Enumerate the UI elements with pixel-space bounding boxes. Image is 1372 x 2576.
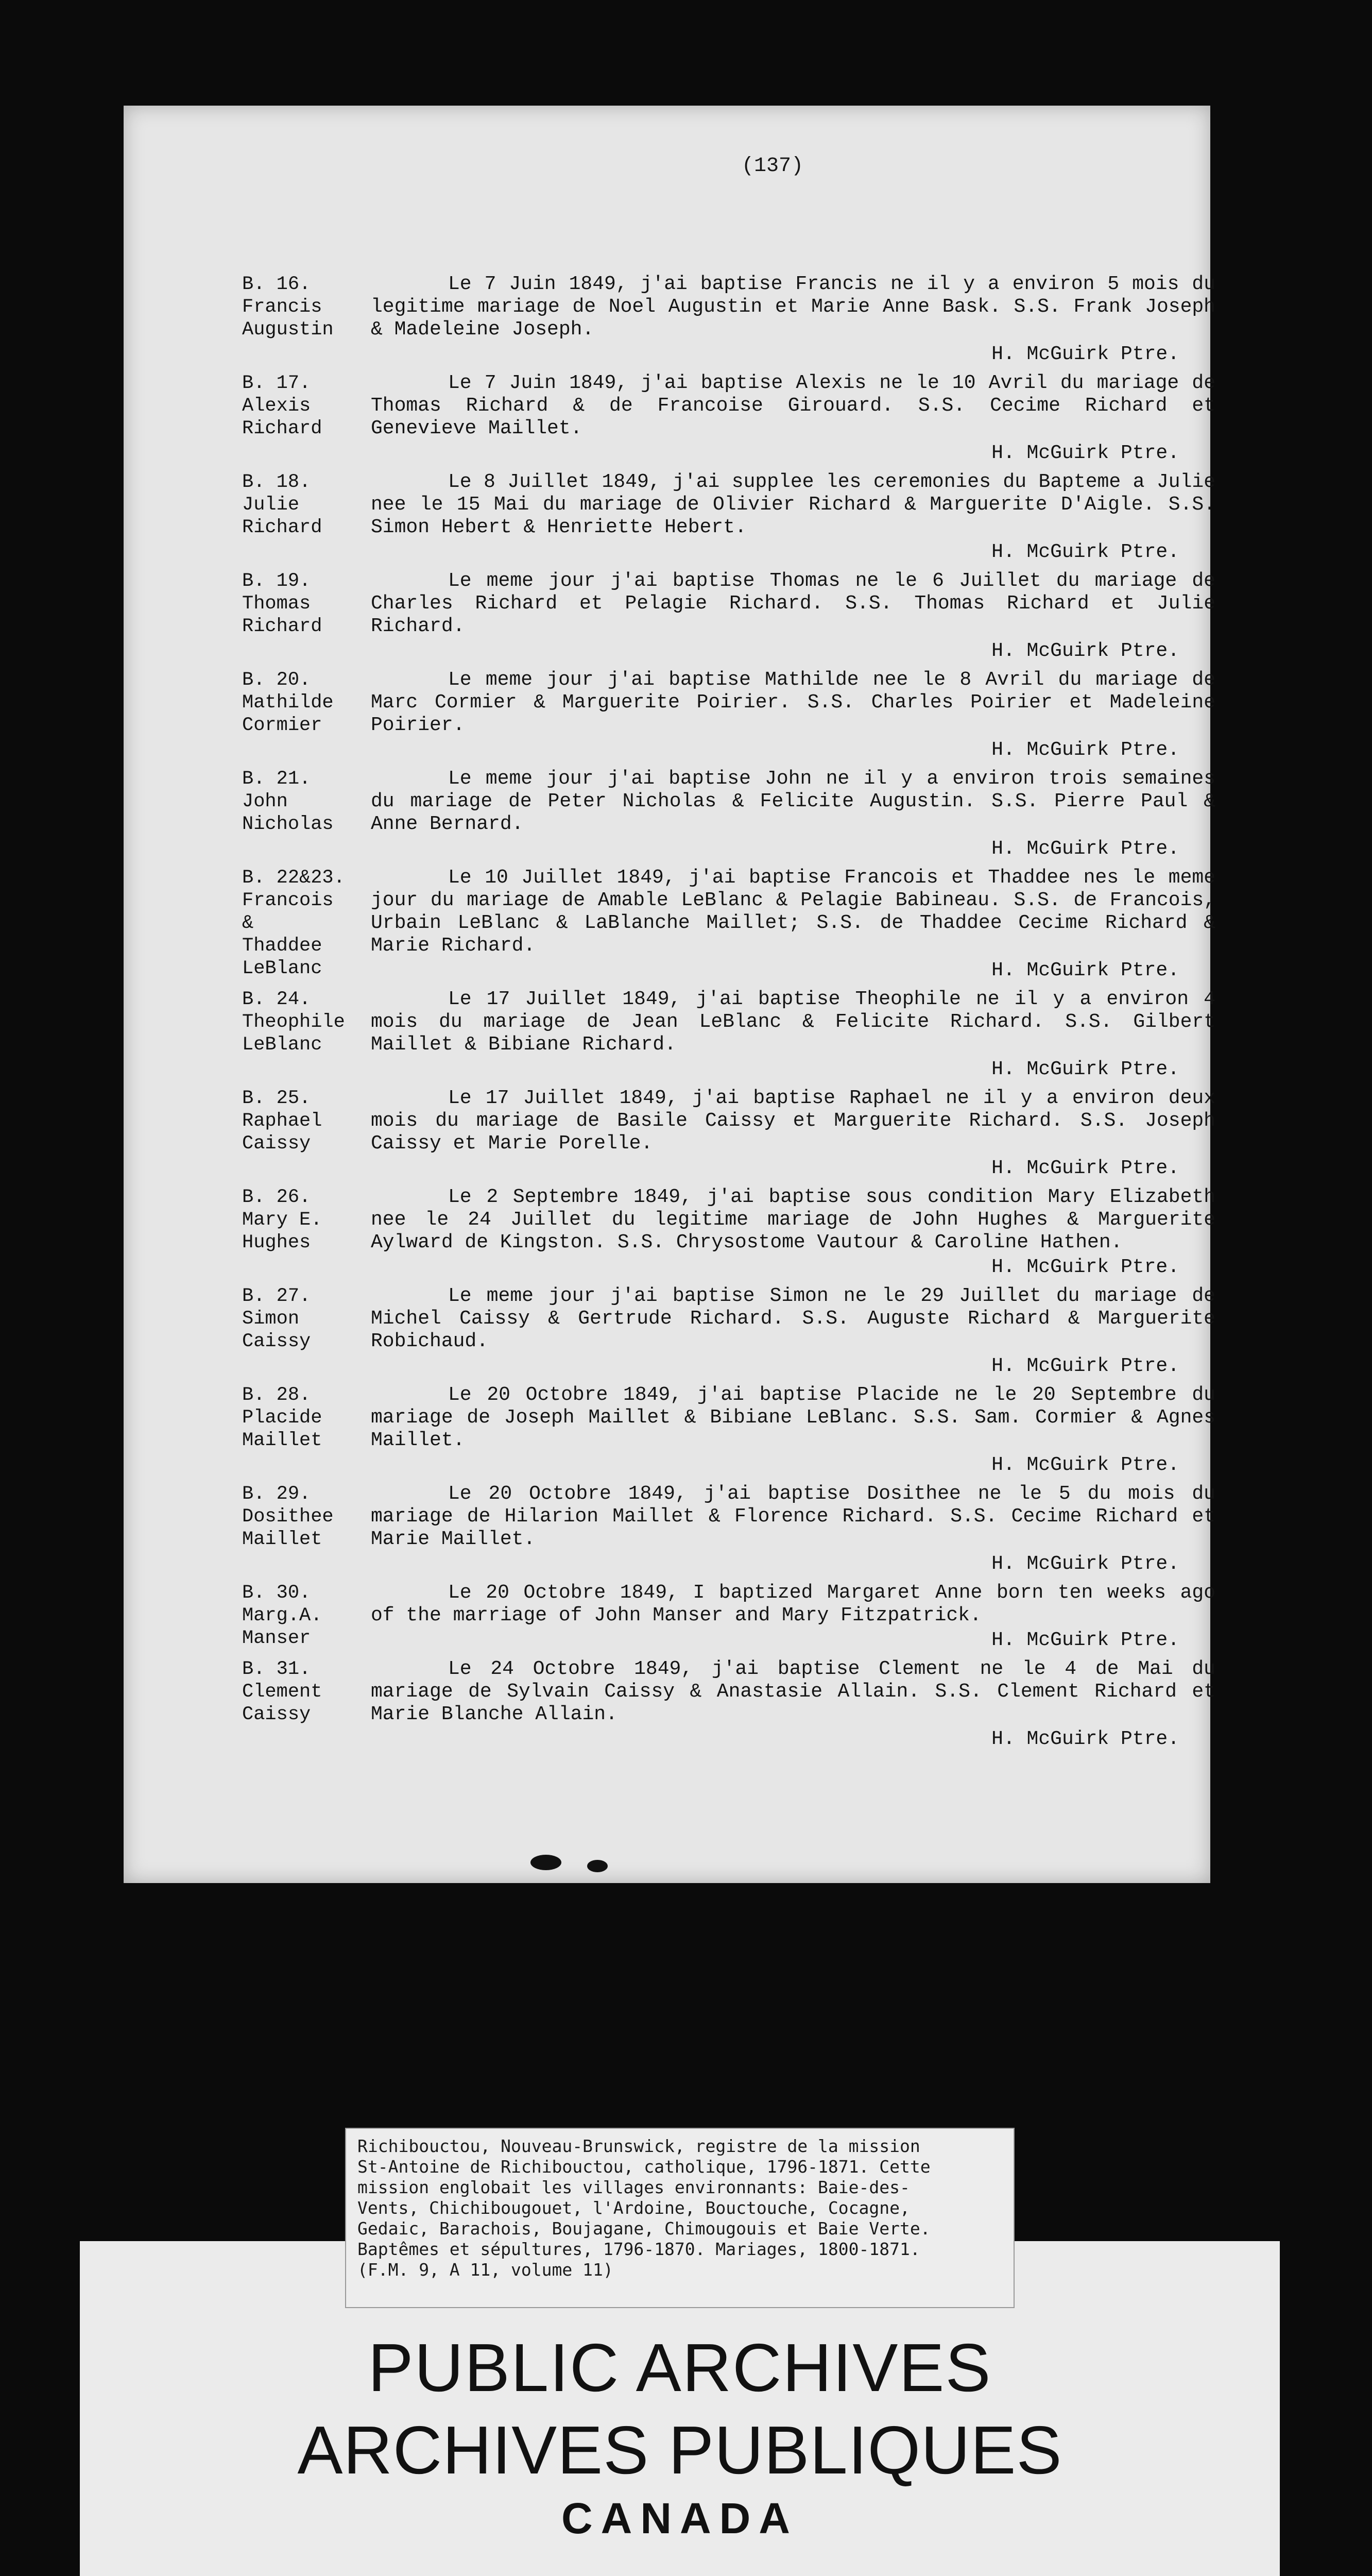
archives-title-english: PUBLIC ARCHIVES (368, 2330, 992, 2405)
entry-body (371, 1285, 1215, 1378)
collection-label (345, 2128, 1015, 2308)
entry-body (371, 570, 1215, 663)
entry-body (371, 1087, 1215, 1180)
entry-margin-note: B. 25. Raphael Caissy (242, 1088, 322, 1155)
register-entry (242, 273, 1221, 366)
register-entry (242, 471, 1221, 564)
entry-body (371, 1483, 1215, 1575)
entry-text: Le 7 Juin 1849, j'ai baptise Alexis ne le 10 Avril du mariage de Thomas Richard & de Francoise Girouard. S.S. Cecime Richard et Genevieve Maillet. (371, 372, 1215, 439)
entry-margin-note: B. 18. Julie Richard (242, 471, 322, 538)
entry-text: Le 17 Juillet 1849, j'ai baptise Raphael ne il y a environ deux mois du mariage de Basile Caissy et Marguerite Richard. S.S. Joseph Caissy et Marie Porelle. (371, 1087, 1215, 1155)
ink-smudge (530, 1855, 561, 1870)
entry-margin-note: B. 21. John Nicholas (242, 768, 334, 835)
entry-margin-note: B. 22&23. Francois & Thaddee LeBlanc (242, 867, 345, 979)
entry-margin-note: B. 24. Theophile LeBlanc (242, 989, 345, 1056)
entry-signature: H. McGuirk Ptre. (991, 1553, 1179, 1575)
register-entry (242, 867, 1221, 982)
entry-margin-note: B. 26. Mary E. Hughes (242, 1187, 322, 1253)
entry-signature: H. McGuirk Ptre. (991, 541, 1179, 563)
entry-margin-note: B. 30. Marg.A. Manser (242, 1582, 322, 1649)
entry-signature: H. McGuirk Ptre. (991, 1355, 1179, 1377)
entry-text: Le 10 Juillet 1849, j'ai baptise Francois et Thaddee nes le meme jour du mariage de Amable LeBlanc & Pelagie Babineau. S.S. de Francois, Urbain LeBlanc & LaBlanche Maillet; S.S. de Thaddee Cecime Richard & Marie Richard. (371, 867, 1215, 957)
label-line: Vents, Chichibougouet, l'Ardoine, Bouctouche, Cocagne, (357, 2198, 910, 2218)
entry-body (371, 273, 1215, 366)
entry-margin-note: B. 28. Placide Maillet (242, 1384, 322, 1451)
archives-title-french: ARCHIVES PUBLIQUES (297, 2412, 1062, 2488)
entry-text: Le 7 Juin 1849, j'ai baptise Francis ne il y a environ 5 mois du legitime mariage de Noel Augustin et Marie Anne Bask. S.S. Frank Joseph & Madeleine Joseph. (371, 273, 1215, 341)
label-line: (F.M. 9, A 11, volume 11) (357, 2260, 613, 2280)
register-entry (242, 372, 1221, 465)
entry-text: Le 24 Octobre 1849, j'ai baptise Clement ne le 4 de Mai du mariage de Sylvain Caissy & Anastasie Allain. S.S. Clement Richard et Marie Blanche Allain. (371, 1658, 1215, 1725)
entry-signature: H. McGuirk Ptre. (991, 1629, 1179, 1651)
register-entry (242, 1285, 1221, 1378)
entry-body (371, 1658, 1215, 1751)
entry-body (371, 768, 1215, 860)
label-line: St-Antoine de Richibouctou, catholique, 1796-1871. Cette (357, 2157, 931, 2177)
register-entry (242, 1483, 1221, 1575)
label-line: Gedaic, Barachois, Boujagane, Chimougouis et Baie Verte. (357, 2218, 931, 2239)
entry-body (371, 372, 1215, 465)
entry-signature: H. McGuirk Ptre. (991, 838, 1179, 860)
entry-margin-note: B. 20. Mathilde Cormier (242, 669, 334, 736)
entry-text: Le 20 Octobre 1849, I baptized Margaret Anne born ten weeks ago of the marriage of John Manser and Mary Fitzpatrick. (371, 1582, 1215, 1626)
archives-country: CANADA (561, 2494, 798, 2543)
entry-text: Le meme jour j'ai baptise Thomas ne le 6 Juillet du mariage de Charles Richard et Pelagie Richard. S.S. Thomas Richard et Julie Richard. (371, 570, 1215, 637)
entry-margin-note: B. 31. Clement Caissy (242, 1658, 322, 1725)
baptism-entries (242, 273, 1221, 1757)
entry-body (371, 1582, 1215, 1652)
entry-text: Le 8 Juillet 1849, j'ai supplee les ceremonies du Bapteme a Julie nee le 15 Mai du mariage de Olivier Richard & Marguerite D'Aigle. S.S. Simon Hebert & Henriette Hebert. (371, 471, 1215, 538)
entry-margin-note: B. 16. Francis Augustin (242, 274, 334, 341)
entry-margin-note: B. 27. Simon Caissy (242, 1285, 311, 1352)
register-entry (242, 669, 1221, 761)
register-entry (242, 1186, 1221, 1279)
ink-smudge (587, 1860, 608, 1872)
label-line: mission englobait les villages environnants: Baie-des- (357, 2177, 910, 2197)
entry-body (371, 1384, 1215, 1477)
entry-body (371, 988, 1215, 1081)
entry-text: Le meme jour j'ai baptise Mathilde nee le 8 Avril du mariage de Marc Cormier & Marguerite Poirier. S.S. Charles Poirier et Madeleine Poirier. (371, 669, 1215, 736)
entry-body (371, 669, 1215, 761)
register-entry (242, 570, 1221, 663)
entry-text: Le 20 Octobre 1849, j'ai baptise Placide ne le 20 Septembre du mariage de Joseph Maillet & Bibiane LeBlanc. S.S. Sam. Cormier & Agnes Maillet. (371, 1384, 1215, 1451)
entry-text: Le 17 Juillet 1849, j'ai baptise Theophile ne il y a environ 4 mois du mariage de Jean LeBlanc & Felicite Richard. S.S. Gilbert Maillet & Bibiane Richard. (371, 988, 1215, 1056)
register-entry (242, 1384, 1221, 1477)
entry-text: Le meme jour j'ai baptise Simon ne le 29 Juillet du mariage de Michel Caissy & Gertrude Richard. S.S. Auguste Richard & Marguerite Robichaud. (371, 1285, 1215, 1352)
entry-signature: H. McGuirk Ptre. (991, 343, 1179, 365)
entry-signature: H. McGuirk Ptre. (991, 1058, 1179, 1080)
entry-body (371, 1186, 1215, 1279)
entry-signature: H. McGuirk Ptre. (991, 1454, 1179, 1476)
entry-text: Le 20 Octobre 1849, j'ai baptise Dosithee ne le 5 du mois du mariage de Hilarion Maillet & Florence Richard. S.S. Cecime Richard et Marie Maillet. (371, 1483, 1215, 1550)
register-entry (242, 1658, 1221, 1751)
label-line: Richibouctou, Nouveau-Brunswick, registre de la mission (357, 2136, 920, 2156)
register-entry (242, 1582, 1221, 1652)
entry-text: Le 2 Septembre 1849, j'ai baptise sous condition Mary Elizabeth nee le 24 Juillet du legitime mariage de John Hughes & Marguerite Aylward de Kingston. S.S. Chrysostome Vautour & Caroline Hathen. (371, 1186, 1215, 1253)
page-number: (137) (742, 155, 804, 178)
entry-signature: H. McGuirk Ptre. (991, 739, 1179, 761)
register-entry (242, 988, 1221, 1081)
register-entry (242, 1087, 1221, 1180)
register-entry (242, 768, 1221, 860)
label-line: Baptêmes et sépultures, 1796-1870. Mariages, 1800-1871. (357, 2239, 920, 2259)
entry-signature: H. McGuirk Ptre. (991, 959, 1179, 981)
entry-margin-note: B. 29. Dosithee Maillet (242, 1483, 334, 1550)
entry-signature: H. McGuirk Ptre. (991, 1157, 1179, 1179)
entry-signature: H. McGuirk Ptre. (991, 640, 1179, 662)
entry-body (371, 867, 1215, 982)
entry-signature: H. McGuirk Ptre. (991, 1728, 1179, 1750)
entry-margin-note: B. 17. Alexis Richard (242, 372, 322, 439)
entry-margin-note: B. 19. Thomas Richard (242, 570, 322, 637)
entry-text: Le meme jour j'ai baptise John ne il y a environ trois semaines du mariage de Peter Nicholas & Felicite Augustin. S.S. Pierre Paul & Anne Bernard. (371, 768, 1215, 835)
entry-signature: H. McGuirk Ptre. (991, 442, 1179, 464)
entry-signature: H. McGuirk Ptre. (991, 1256, 1179, 1278)
entry-body (371, 471, 1215, 564)
